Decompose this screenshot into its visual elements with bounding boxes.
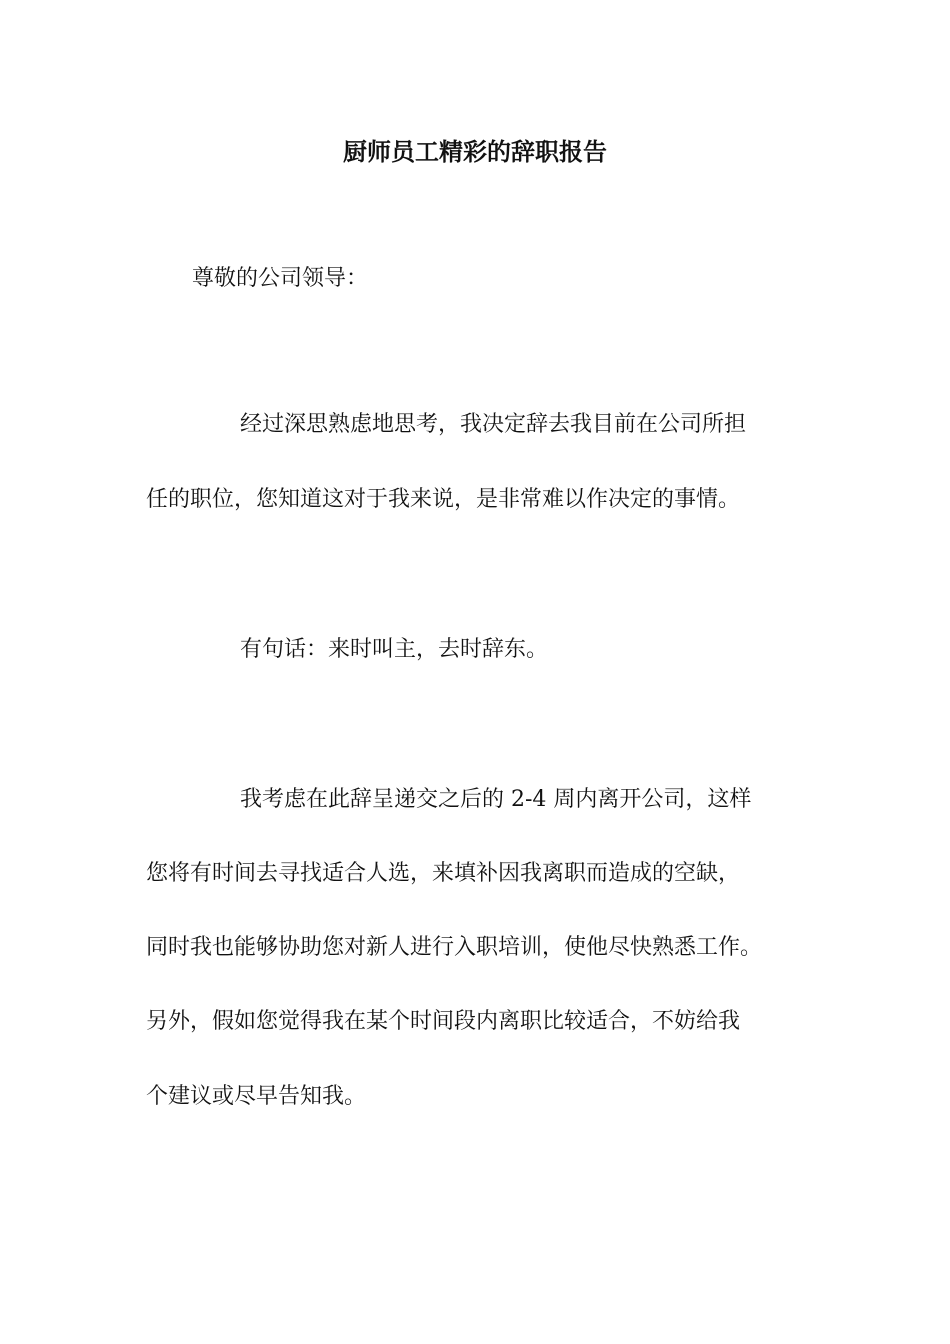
paragraph-1-line-2: 任的职位，您知道这对于我来说，是非常难以作决定的事情。 — [146, 487, 741, 512]
paragraph-2-line-1: 有句话：来时叫主，去时辞东。 — [240, 637, 549, 662]
document-title: 厨师员工精彩的辞职报告 — [343, 137, 607, 166]
paragraph-3-line-3: 同时我也能够协助您对新人进行入职培训，使他尽快熟悉工作。 — [146, 935, 763, 960]
paragraph-3-line-5: 个建议或尽早告知我。 — [146, 1084, 367, 1109]
paragraph-3-line-4: 另外，假如您觉得我在某个时间段内离职比较适合，不妨给我 — [146, 1009, 741, 1034]
paragraph-3-line-1: 我考虑在此辞呈递交之后的 2-4 周内离开公司，这样 — [240, 787, 752, 812]
paragraph-3-line-2: 您将有时间去寻找适合人选，来填补因我离职而造成的空缺， — [146, 861, 741, 886]
salutation: 尊敬的公司领导： — [192, 266, 369, 291]
paragraph-1-line-1: 经过深思熟虑地思考，我决定辞去我目前在公司所担 — [240, 412, 747, 437]
